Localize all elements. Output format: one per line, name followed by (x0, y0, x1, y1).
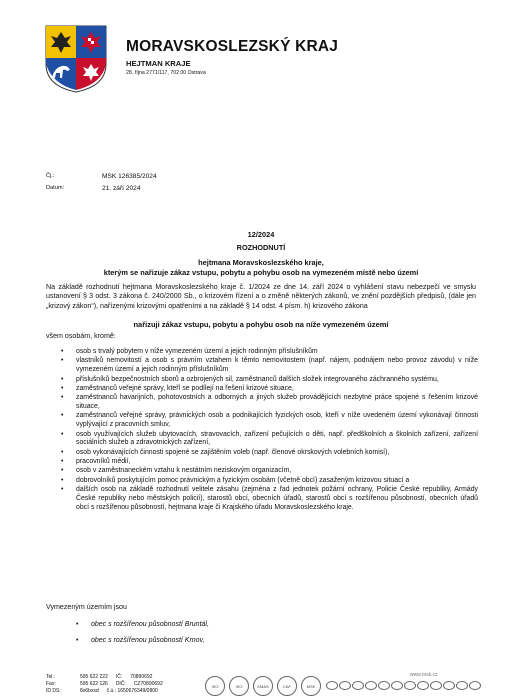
areas-list (46, 617, 209, 649)
decorative-rings (326, 681, 481, 690)
fax-label: Fax: (46, 681, 56, 687)
decision-number: 12/2024 (247, 230, 275, 239)
org-address: 28. října 2771/117, 702 00 Ostrava (126, 70, 206, 76)
ic-value: 70890692 (130, 674, 153, 680)
list-item: • obec s rozšířenou působností Krnov, (76, 637, 205, 644)
tel-label: Tel.: (46, 674, 56, 680)
dic-label: DIČ: (115, 681, 126, 687)
document-meta (46, 170, 157, 194)
dic-value: CZ70890692 (133, 681, 163, 687)
ring-icon (378, 681, 390, 690)
ring-icon (339, 681, 351, 690)
certification-seal-icon: EMAS (253, 676, 273, 696)
list-item: • dalších osob na základě rozhodnutí velitele zásahu (zejména z řad jednotek požární ochrany, Policie České republiky, Armády České republiky nebo městských policií), starostů obcí, obecních úřadů, starostů obcí s rozšířenou působností, obecních úřadů obcí s rozšířenou působností, hejtmana kraje či Krajského úřadu Moravskoslezského kraje. (61, 485, 478, 511)
decision-heading (46, 258, 476, 278)
certification-seal-icon: MSK (301, 676, 321, 696)
list-item: • zaměstnanců havarijních, pohotovostních a odborných a jiných služeb provádějících nezbytné práce spojené s řešením krizové situace, (61, 394, 478, 410)
list-item: • osob využívajících služeb ubytovacích, stravovacích, zařízení pečujících o děti, např. předškolních a školních zařízení, zařízení sociálních služeb a zdravotnických zařízení, (61, 430, 478, 447)
list-item: • osob s trvalý pobytem v níže vymezeném území a jejich rodinným příslušníkům (61, 348, 318, 355)
date-label: Datum: (46, 185, 65, 191)
list-item: • vlastníků nemovitostí a osob s právním vztahem k těmto nemovitostem (např. nájem, podnájem nebo provoz závodu) v níže vymezeném území a jejich rodinným příslušníkům (61, 357, 478, 374)
ring-icon (443, 681, 455, 690)
list-item: • pracovníků médií, (61, 458, 131, 465)
website-link[interactable]: www.msk.cz (410, 672, 438, 678)
fax-value: 595 622 126 (80, 681, 108, 687)
certification-logos (205, 676, 321, 696)
list-item: • obec s rozšířenou působností Bruntál, (76, 621, 209, 628)
ref-value: MSK 126385/2024 (102, 172, 157, 180)
decision-intro: Na základě rozhodnutí hejtmana Moravskoslezského kraje č. 1/2024 ze dne 14. září 2024 o vyhlášení stavu nebezpečí ve smyslu ustanovení § 3 odst. 3 zákona č. 240/2000 Sb., o krizovém řízení a o změně některých zákonů, ve znění pozdějších předpisů, (dále jen „krizový zákon“), nařízenými krizovými opatřeními a na základě § 14 odst. 4 písm. h) krizového zákona (46, 283, 476, 310)
exceptions-list (46, 348, 478, 513)
ring-icon (352, 681, 364, 690)
header-block (126, 38, 338, 76)
ring-icon (456, 681, 468, 690)
footer-contacts (46, 674, 163, 695)
date-value: 21. září 2024 (102, 184, 141, 192)
ring-icon (430, 681, 442, 690)
certification-seal-icon: ISO (229, 676, 249, 696)
tel-value: 595 622 222 (80, 674, 108, 680)
decision-heading-line2: kterým se nařizuje zákaz vstupu, pobytu a pohybu osob na vymezeném místě nebo území (103, 268, 419, 277)
ring-icon (417, 681, 429, 690)
ds-value: 8x6bxsd (80, 688, 99, 694)
list-item: • osob v zaměstnaneckém vztahu k nestátním neziskovým organizacím, (61, 467, 292, 475)
list-item: • dobrovolníků poskytujícím pomoc právnickým a fyzickým osobám (včetně obcí) zasaženým krizovou situací a (61, 476, 410, 484)
ring-icon (326, 681, 338, 690)
ring-icon (391, 681, 403, 690)
decision-orders: nařizuji zákaz vstupu, pobytu a pohybu osob na níže vymezeném území (133, 320, 389, 329)
certification-seal-icon: ISO (205, 676, 225, 696)
ring-icon (365, 681, 377, 690)
account-value: č.ú.: 1650676349/0800 (106, 688, 158, 694)
decision-type: ROZHODNUTÍ (236, 243, 286, 252)
list-item: • zaměstnanců veřejné správy, kteří se podílejí na řešení krizové situace, (61, 384, 294, 392)
ring-icon (469, 681, 481, 690)
list-item: • příslušníků bezpečnostních sborů a ozbrojených sil, zaměstnanců dalších složek integrovaného záchranného systému, (61, 375, 439, 383)
coat-of-arms-icon (40, 20, 112, 94)
list-item: • zaměstnanců veřejné správy, právnických osob a podnikajících fyzických osob, kteří v níže uvedeném území vykonávají činnosti vyplývající z pracovních smluv, (61, 412, 478, 429)
office-name: HEJTMAN KRAJE (126, 59, 191, 68)
ref-label: Čj.: (46, 173, 55, 179)
ring-icon (404, 681, 416, 690)
decision-heading-line1: hejtmana Moravskoslezského kraje, (198, 258, 324, 267)
org-name: MORAVSKOSLEZSKÝ KRAJ (126, 38, 339, 55)
list-item: • osob vykonávajících činnosti spojené se zajištěním voleb (např. členové okrskových volebních komisí), (61, 448, 390, 456)
area-intro: Vymezeným územím jsou (46, 603, 127, 611)
ic-label: IČ: (115, 674, 123, 680)
to-all-persons: všem osobám, kromě: (46, 332, 116, 340)
ds-label: ID DS: (46, 688, 61, 694)
certification-seal-icon: CAF (277, 676, 297, 696)
